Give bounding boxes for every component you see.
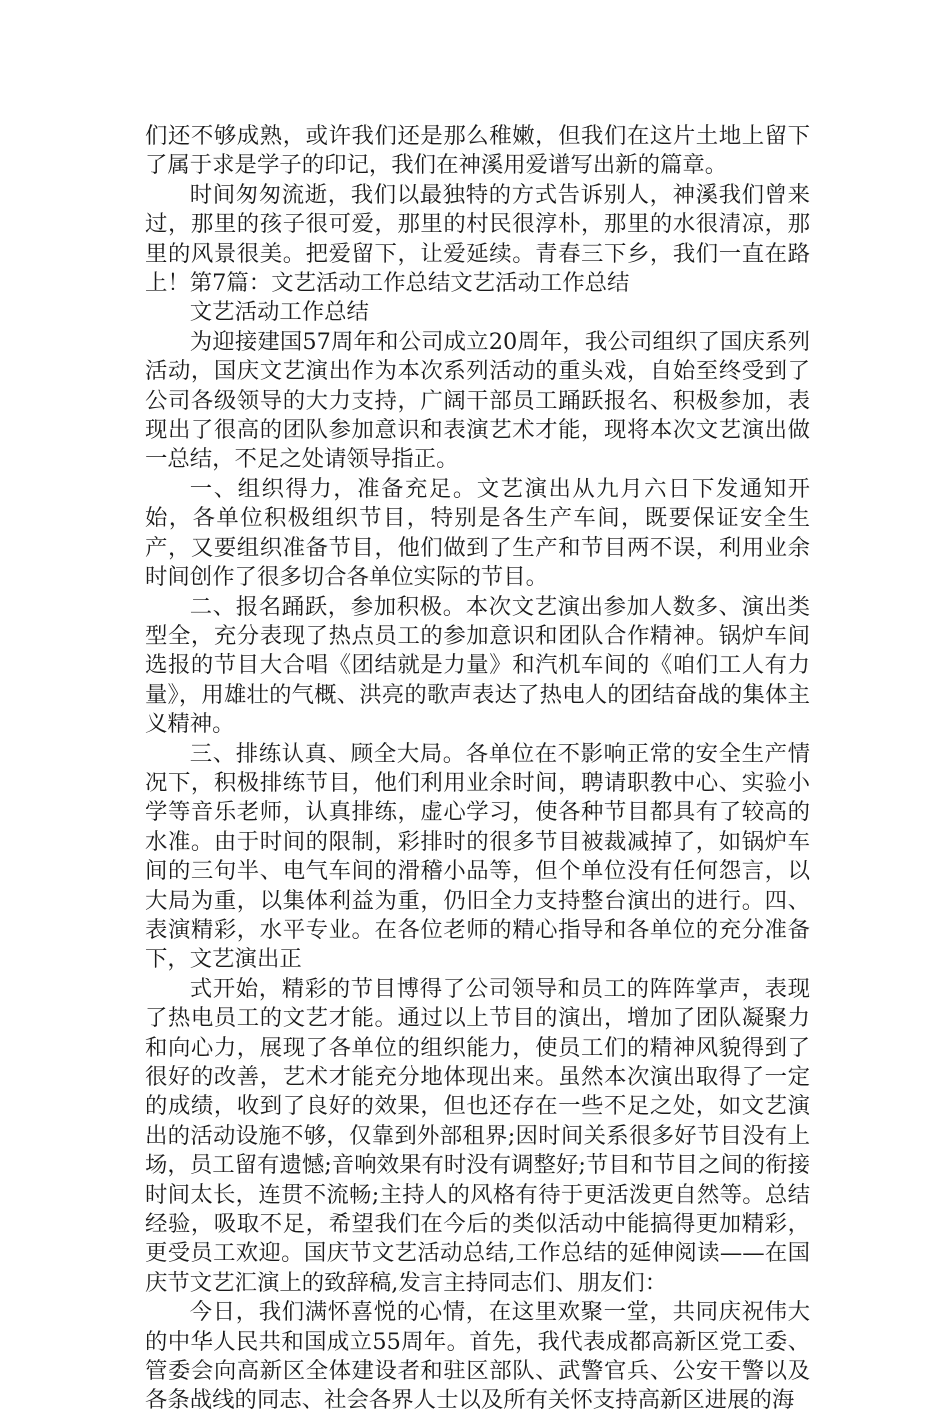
paragraph: 三、排练认真、顾全大局。各单位在不影响正常的安全生产情况下，积极排练节目，他们利用业余时间，聘请职教中心、实验小学等音乐老师，认真排练，虚心学习，使各种节目都具有了较高的水准。由于时间的限制，彩排时的很多节目被裁减掉了，如锅炉车间的三句半、电气车间的滑稽小品等，但个单位没有任何怨言，以大局为重，以集体利益为重，仍旧全力支持整台演出的进行。四、表演精彩，水平专业。在各位老师的精心指导和各单位的充分准备下，文艺演出正: [145, 740, 810, 973]
paragraph: 们还不够成熟，或许我们还是那么稚嫩，但我们在这片土地上留下了属于求是学子的印记，我们在神溪用爱谱写出新的篇章。: [145, 123, 810, 179]
paragraph: 时间匆匆流逝，我们以最独特的方式告诉别人，神溪我们曾来过，那里的孩子很可爱，那里的村民很淳朴，那里的水很清凉，那里的风景很美。把爱留下，让爱延续。青春三下乡，我们一直在路上！第7篇：文艺活动工作总结文艺活动工作总结: [145, 181, 810, 297]
paragraph: 二、报名踊跃，参加积极。本次文艺演出参加人数多、演出类型全，充分表现了热点员工的参加意识和团队合作精神。锅炉车间选报的节目大合唱《团结就是力量》和汽机车间的《咱们工人有力量》，用雄壮的气概、洪亮的歌声表达了热电人的团结奋战的集体主义精神。: [145, 593, 810, 738]
paragraph: 式开始，精彩的节目博得了公司领导和员工的阵阵掌声，表现了热电员工的文艺才能。通过以上节目的演出，增加了团队凝聚力和向心力，展现了各单位的组织能力，使员工们的精神风貌得到了很好的改善，艺术才能充分地体现出来。虽然本次演出取得了一定的成绩，收到了良好的效果，但也还存在一些不足之处，如文艺演出的活动设施不够，仅靠到外部租界;因时间关系很多好节目没有上场，员工留有遗憾;音响效果有时没有调整好;节目和节目之间的衔接时间太长，连贯不流畅;主持人的风格有待于更活泼更自然等。总结经验，吸取不足，希望我们在今后的类似活动中能搞得更加精彩，更受员工欢迎。国庆节文艺活动总结,工作总结的延伸阅读——在国庆节文艺汇演上的致辞稿,发言主持同志们、朋友们：: [145, 975, 810, 1296]
paragraph: 今日，我们满怀喜悦的心情，在这里欢聚一堂，共同庆祝伟大的中华人民共和国成立55周年。首先，我代表成都高新区党工委、管委会向高新区全体建设者和驻区部队、武警官兵、公安干警以及各条战线的同志、社会各界人士以及所有关怀支持高新区进展的海: [145, 1299, 810, 1414]
document-body: [145, 122, 810, 1416]
paragraph: 为迎接建国57周年和公司成立20周年，我公司组织了国庆系列活动，国庆文艺演出作为本次系列活动的重头戏，自始至终受到了公司各级领导的大力支持，广阔干部员工踊跃报名、积极参加，表现出了很高的团队参加意识和表演艺术才能，现将本次文艺演出做一总结，不足之处请领导指正。: [145, 328, 810, 473]
section-heading: 文艺活动工作总结: [189, 299, 369, 326]
paragraph: 一、组织得力，准备充足。文艺演出从九月六日下发通知开始，各单位积极组织节目，特别是各生产车间，既要保证安全生产，又要组织准备节目，他们做到了生产和节目两不误，利用业余时间创作了很多切合各单位实际的节目。: [145, 475, 810, 591]
